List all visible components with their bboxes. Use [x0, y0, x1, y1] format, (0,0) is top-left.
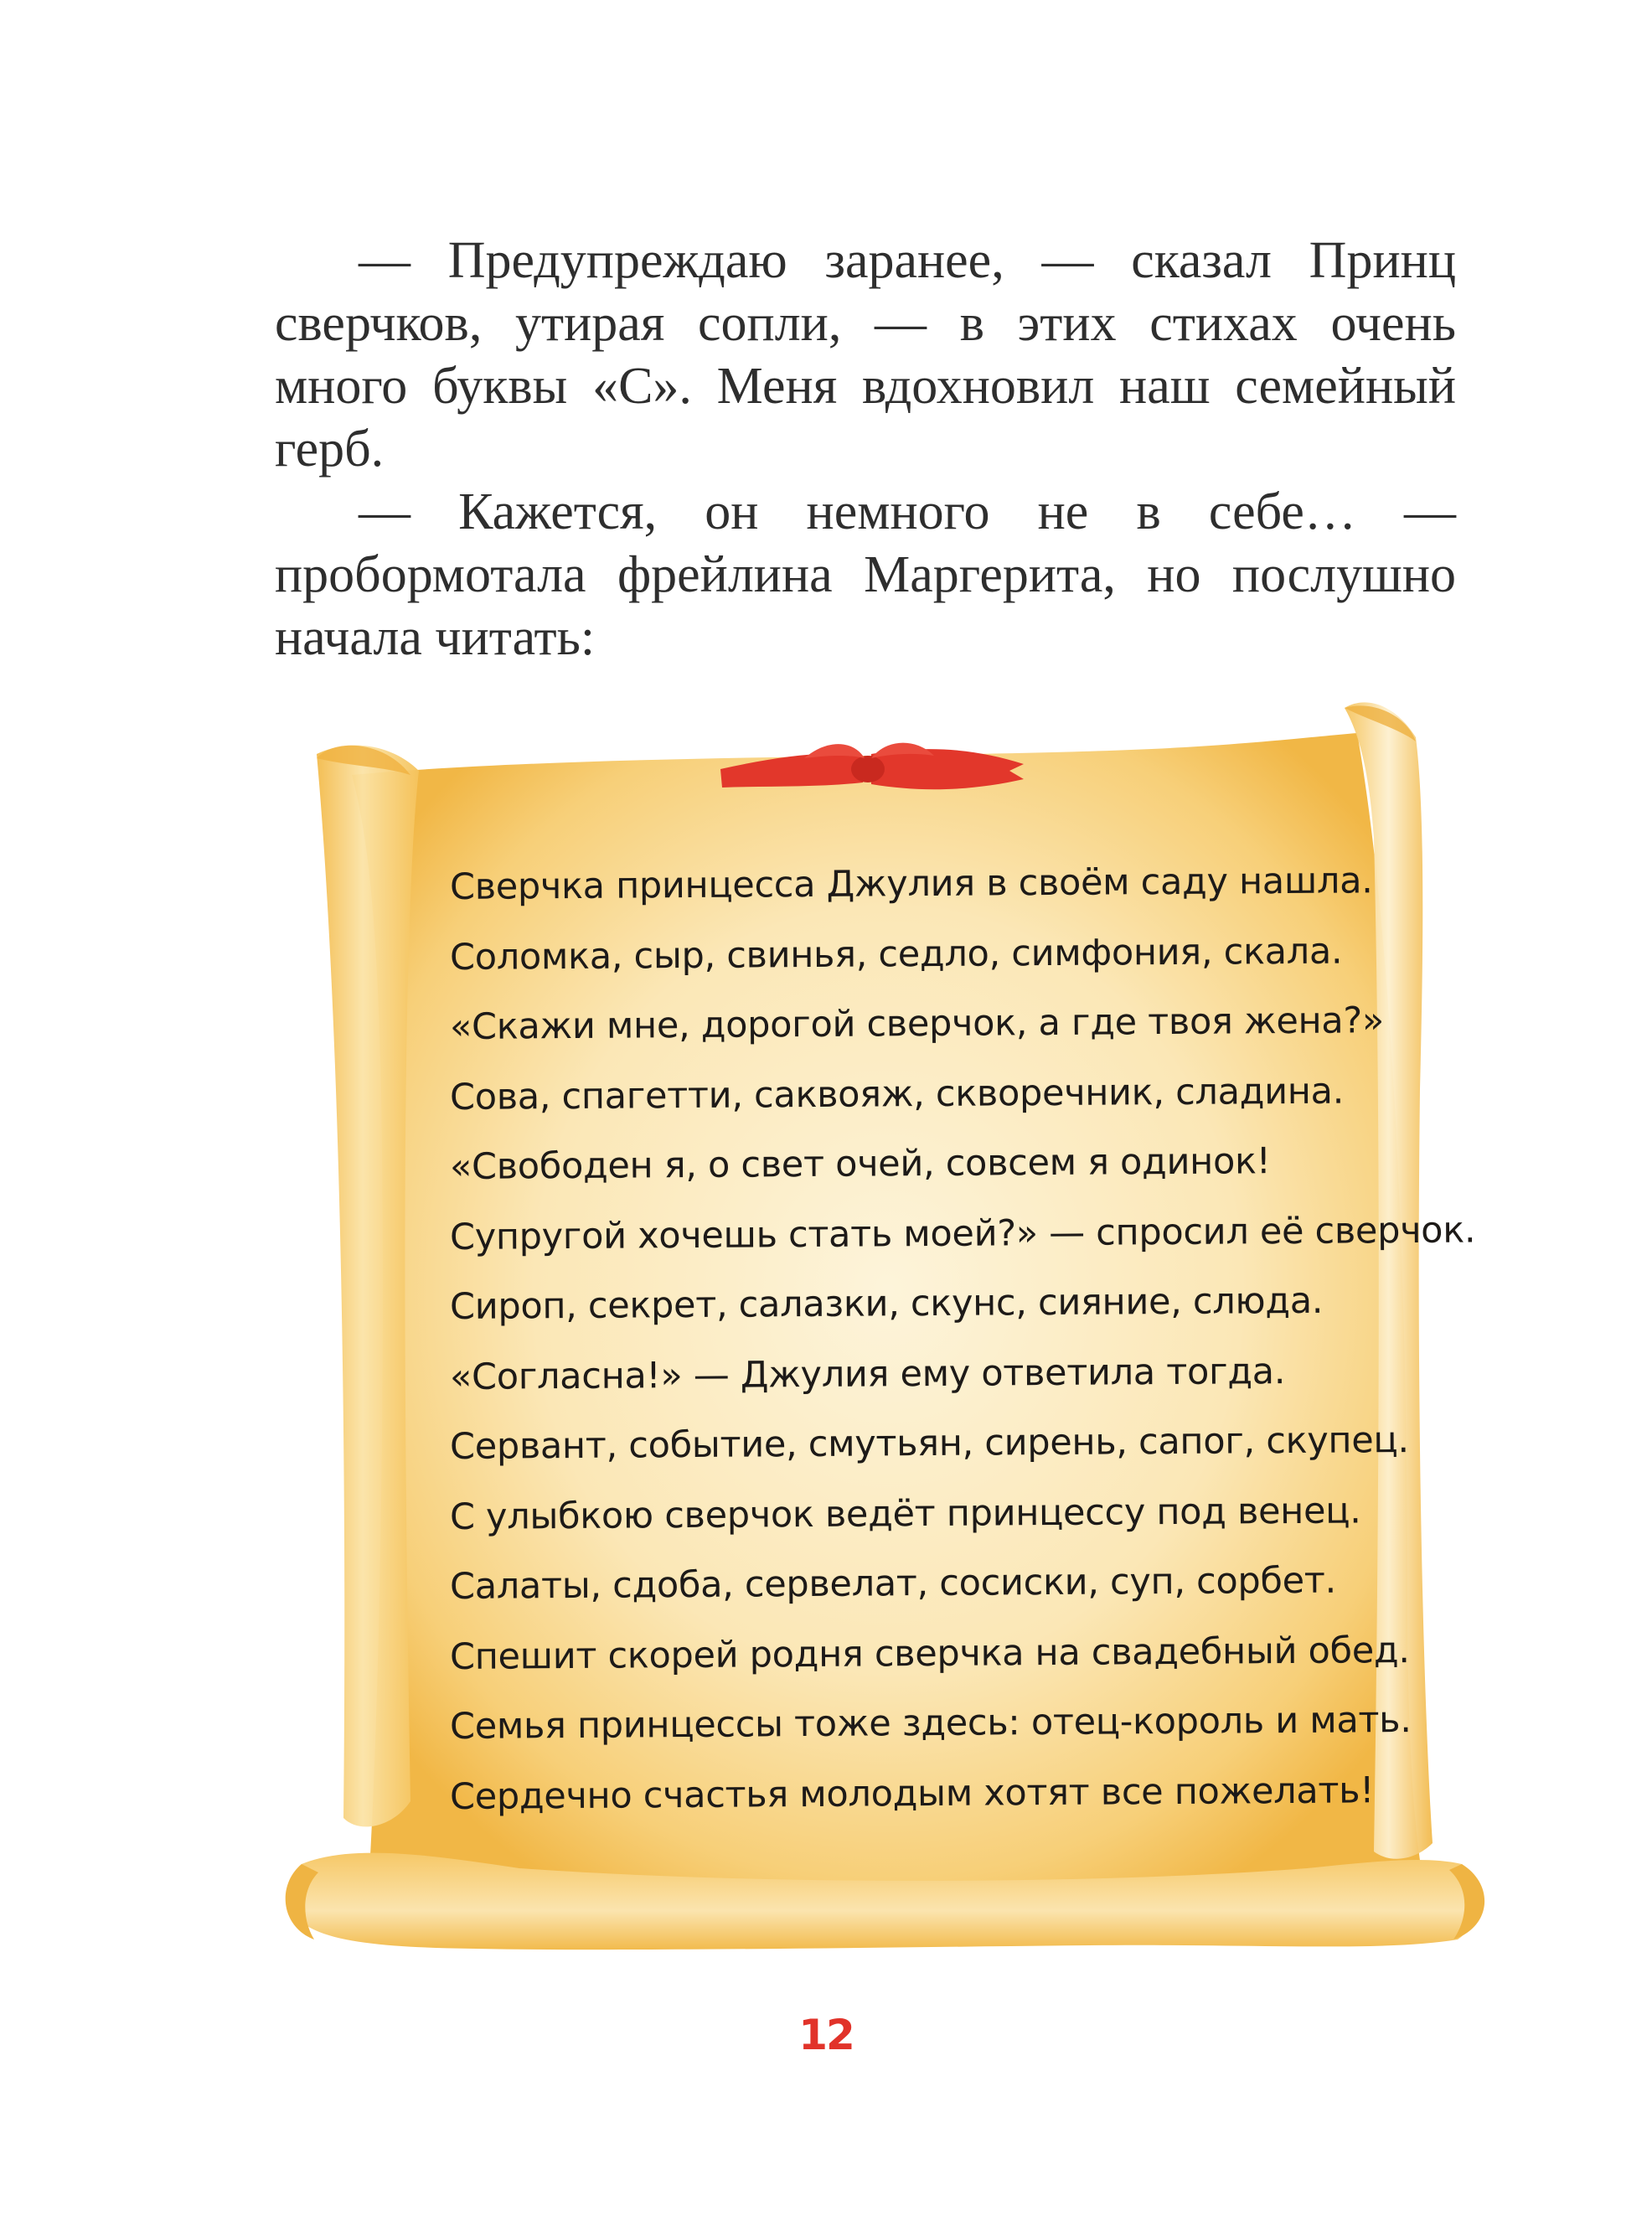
poem-line: Сердечно счастья молодым хотят все пожелать! [449, 1769, 1375, 1818]
poem-line: Сова, спагетти, саквояж, скворечник, сладина. [449, 1070, 1345, 1118]
scroll-left-roll [317, 746, 419, 1827]
poem [449, 853, 1476, 1832]
poem-line: С улыбкою сверчок ведёт принцессу под венец. [449, 1489, 1361, 1538]
poem-line: «Свободен я, о свет очей, совсем я одинок! [449, 1140, 1271, 1188]
prose-paragraph: — Кажется, он немного не в себе… — пробормотала фрейлина Маргерита, но послушно начала читать: [275, 483, 1456, 666]
ribbon-icon [720, 743, 1024, 790]
poem-line: Семья принцессы тоже здесь: отец-король и мать. [449, 1698, 1412, 1748]
poem-line: Сверчка принцесса Джулия в своём саду нашла. [449, 860, 1373, 908]
poem-line: Сервант, событие, смутьян, сирень, сапог, скупец. [449, 1419, 1409, 1468]
page-number: 12 [798, 2011, 854, 2059]
poem-line: Спешит скорей родня сверчка на свадебный обед. [449, 1629, 1410, 1678]
poem-line: «Скажи мне, дорогой сверчок, а где твоя жена?» [449, 999, 1385, 1048]
poem-line: Соломка, сыр, свинья, седло, симфония, скала. [449, 930, 1343, 979]
poem-line: «Согласна!» — Джулия ему ответила тогда. [449, 1350, 1286, 1398]
poem-line: Салаты, сдоба, сервелат, сосиски, суп, сорбет. [449, 1559, 1337, 1608]
poem-line: Супругой хочешь стать моей?» — спросил её сверчок. [449, 1208, 1476, 1258]
poem-line: Сироп, секрет, салазки, скунс, сияние, слюда. [449, 1279, 1324, 1328]
prose-paragraph: — Предупреждаю заранее, — сказал Принц сверчков, утирая сопли, — в этих стихах очень много буквы «С». Меня вдохновил наш семейный герб. [275, 232, 1456, 478]
